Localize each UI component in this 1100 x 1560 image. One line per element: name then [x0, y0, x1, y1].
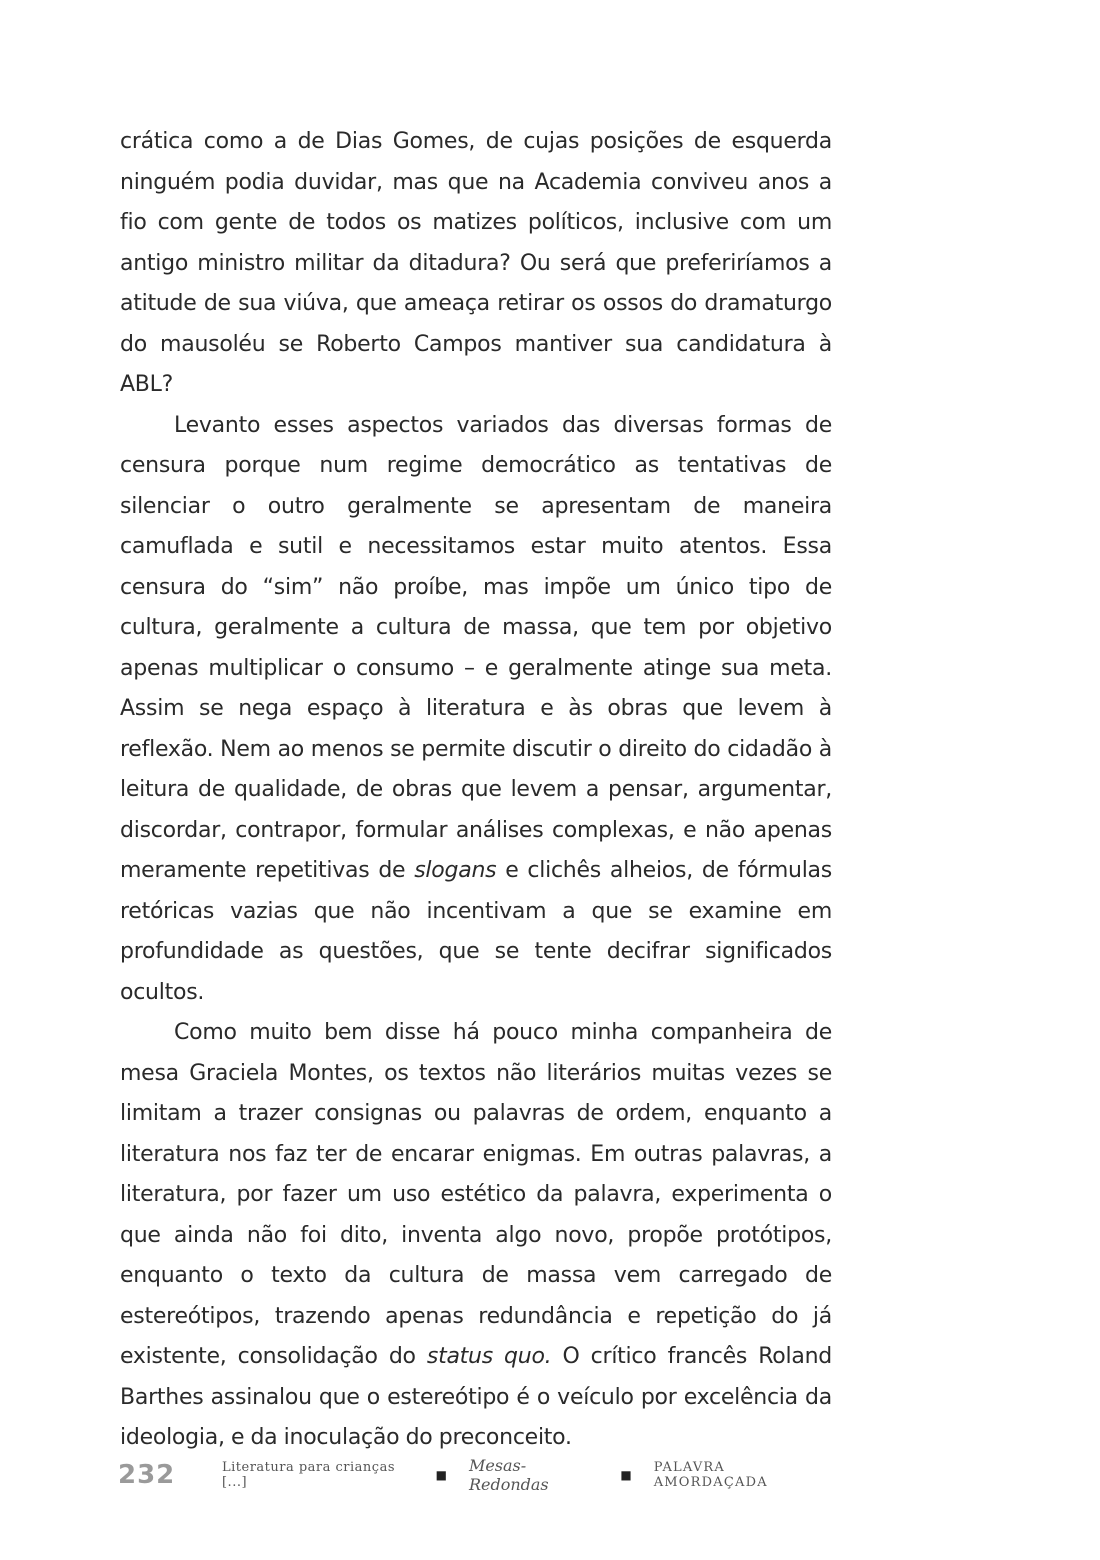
italic-term: slogans [414, 858, 497, 883]
bullet-separator: ■ [435, 1468, 447, 1482]
page-body [120, 122, 832, 1459]
bullet-separator: ■ [620, 1468, 632, 1482]
paragraph-3 [120, 1013, 832, 1459]
paragraph-text: crática como a de Dias Gomes, de cujas posições de esquerda ninguém podia duvidar, mas que na Academia conviveu anos a fio com gente de todos os matizes políticos, inclusive com um antigo ministro militar da ditadura? Ou será que preferiríamos a atitude de sua viúva, que ameaça retirar os ossos do dramaturgo do mausoléu se Roberto Campos mantiver sua candidatura à ABL? [120, 129, 832, 397]
paragraph-text: O crítico francês Roland Barthes assinalou que o estereótipo é o veículo por excelência da ideologia, e da inoculação do preconceito. [120, 1344, 832, 1450]
footer-chapter-title: PALAVRA AMORDAÇADA [653, 1460, 768, 1490]
italic-term: status quo. [426, 1344, 552, 1369]
footer-book-title: Literatura para crianças [...] [221, 1460, 395, 1490]
paragraph-text: Levanto esses aspectos variados das diversas formas de censura porque num regime democrático as tentativas de silenciar o outro geralmente se apresentam de maneira camuflada e sutil e necessitamos estar muito atentos. Essa censura do “sim” não proíbe, mas impõe um único tipo de cultura, geralmente a cultura de massa, que tem por objetivo apenas multiplicar o consumo – e geralmente atinge sua meta. Assim se nega espaço à literatura e às obras que levem à reflexão. Nem ao menos se permite discutir o direito do cidadão à leitura de qualidade, de obras que levem a pensar, argumentar, discordar, contrapor, formular análises complexas, e não apenas meramente repetitivas de [120, 412, 832, 883]
paragraph-text: e clichês alheios, de fórmulas retóricas vazias que não incentivam a que se examine em profundidade as questões, que se tente decifrar significados ocultos. [120, 858, 833, 1005]
paragraph-2 [120, 406, 832, 1014]
page-number: 232 [118, 1460, 176, 1490]
paragraph-text: Como muito bem disse há pouco minha companheira de mesa Graciela Montes, os textos não literários muitas vezes se limitam a trazer consignas ou palavras de ordem, enquanto a literatura nos faz ter de encarar enigmas. Em outras palavras, a literatura, por fazer um uso estético da palavra, experimenta o que ainda não foi dito, inventa algo novo, propõe protótipos, enquanto o texto da cultura de massa vem carregado de estereótipos, trazendo apenas redundância e repetição do já existente, consolidação do [120, 1020, 832, 1369]
footer-section-title: Mesas-Redondas [468, 1456, 549, 1494]
paragraph-1 [120, 122, 832, 406]
page-footer [118, 1455, 834, 1495]
